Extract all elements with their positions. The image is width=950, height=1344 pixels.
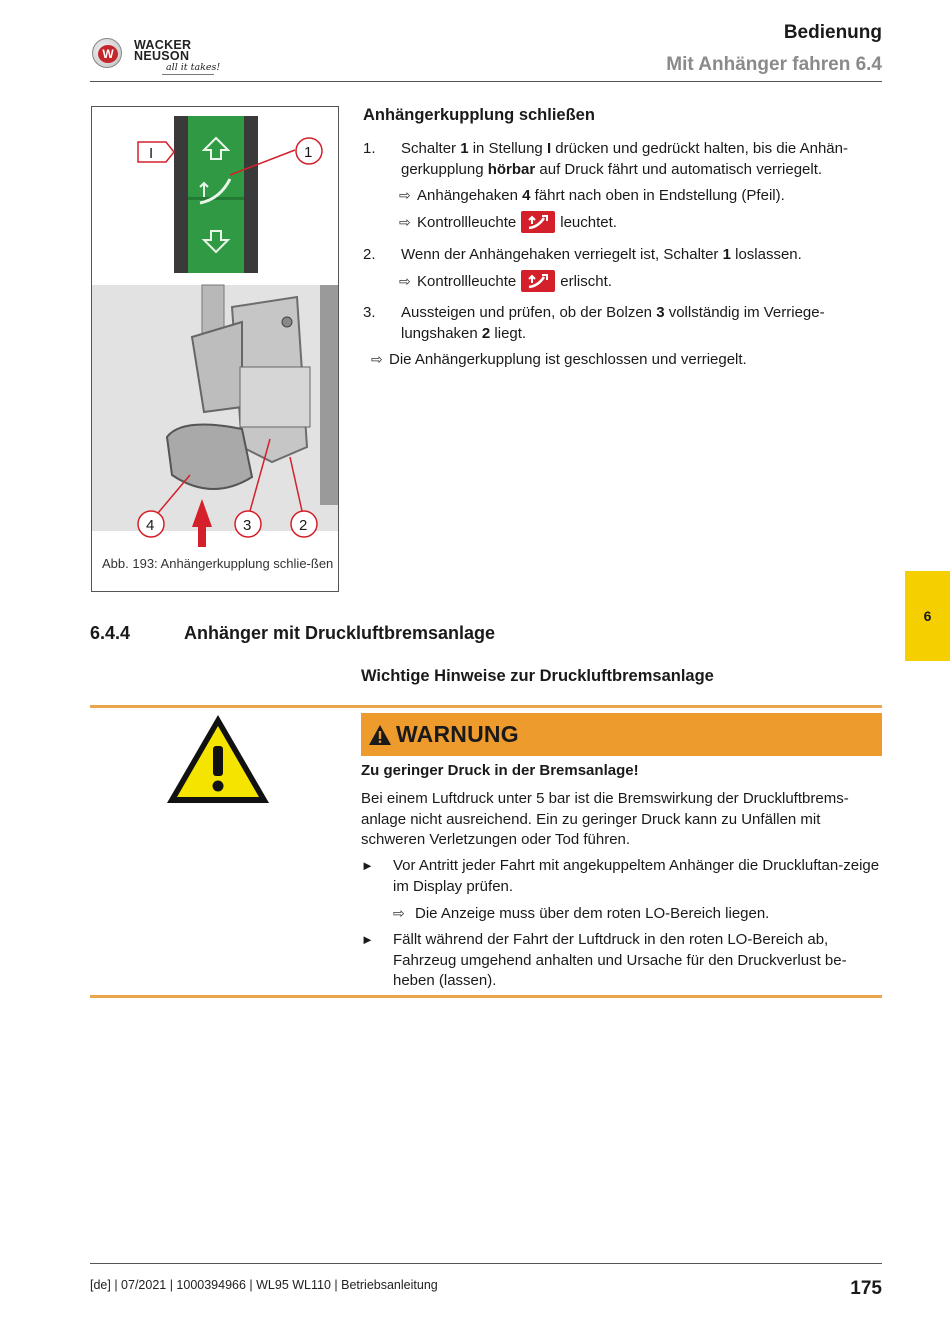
result-text-suffix: erlischt. [560, 272, 612, 290]
callout-3-label: 3 [243, 517, 252, 534]
warning-instruction-1-result [393, 903, 769, 925]
header-section-title: Bedienung [783, 22, 882, 43]
step-number: 3. [363, 304, 376, 321]
step-number: 2. [363, 246, 376, 263]
warning-bottom-rule [90, 995, 882, 998]
result-text-suffix: leuchtet. [560, 213, 617, 231]
figure-illustration [92, 107, 338, 547]
warning-small-icon [368, 724, 392, 746]
warning-triangle-icon [164, 712, 272, 806]
coupling-warning-lamp-icon [521, 211, 555, 233]
photo-hook-body [240, 367, 310, 427]
instruction-text: Vor Antritt jeder Fahrt mit angekuppeltem Anhänger die Druckluftan-zeige im Display prüfen. [393, 857, 880, 895]
callout-1-label: 1 [304, 144, 313, 161]
step-2-result-1 [399, 270, 612, 292]
footer-document-info: [de] | 07/2021 | 1000394966 | WL95 WL110 | Betriebsanleitung [90, 1278, 438, 1292]
brand-name-line2: NEUSON [134, 49, 190, 63]
brand-tagline: all it takes! [166, 62, 221, 73]
step-1-result-2 [399, 211, 617, 233]
section-title: Anhänger mit Druckluftbremsanlage [184, 623, 496, 643]
result-arrow-icon: ⇨ [399, 272, 411, 289]
red-arrow-shaft [198, 525, 206, 547]
brand-logo [92, 34, 222, 78]
footer-divider [90, 1263, 882, 1264]
instruction-bullet-icon: ► [361, 932, 374, 947]
result-arrow-icon: ⇨ [399, 213, 411, 230]
callout-position-label: I [149, 145, 154, 162]
step-text: Aussteigen und prüfen, ob der Bolzen 3 vollständig im Verriege-lungshaken 2 liegt. [401, 304, 825, 342]
warning-label: WARNUNG [396, 721, 519, 747]
brand-tagline-underline [162, 74, 214, 75]
brand-emblem [92, 38, 122, 68]
result-text: Kontrollleuchte [417, 213, 517, 231]
figure-caption: Abb. 193: Anhängerkupplung schlie-ßen [102, 556, 334, 571]
photo-coupling-mouth [167, 425, 252, 490]
callout-4-label: 4 [146, 517, 155, 534]
section-number: 6.4.4 [90, 623, 131, 643]
photo-wheel [320, 285, 338, 505]
instruction-text: Fällt während der Fahrt der Luftdruck in den roten LO-Bereich ab, Fahrzeug umgehend anhalten und Ursache für den Druckverlust be-heben (lassen). [393, 931, 847, 989]
result-arrow-icon: ⇨ [371, 351, 383, 367]
callout-position-marker [138, 142, 174, 162]
instruction-bullet-icon: ► [361, 858, 374, 873]
result-text: Anhängehaken 4 fährt nach oben in Endstellung (Pfeil). [417, 187, 785, 204]
result-arrow-icon: ⇨ [393, 905, 405, 921]
result-arrow-icon: ⇨ [399, 187, 411, 203]
page-number: 175 [850, 1278, 882, 1299]
brand-name-line1: WACKER [134, 38, 192, 52]
step-text: Schalter 1 in Stellung I drücken und gedrückt halten, bis die Anhän-gerkupplung hörbar auf Druck fährt und automatisch verriegelt. [401, 140, 848, 178]
header-subsection-title: Mit Anhänger fahren 6.4 [666, 54, 882, 75]
procedure-final-result [371, 349, 747, 370]
figure-coupling [91, 106, 339, 592]
step-number: 1. [363, 140, 376, 157]
result-text: Kontrollleuchte [417, 272, 517, 290]
step-text: Wenn der Anhängehaken verriegelt ist, Schalter 1 loslassen. [401, 246, 802, 263]
warning-headline: Zu geringer Druck in der Bremsanlage! [361, 762, 639, 779]
header-divider [90, 81, 882, 82]
warning-banner [361, 713, 882, 756]
callout-2-label: 2 [299, 517, 308, 534]
brand-emblem-letter: W [98, 45, 118, 63]
section-subtitle: Wichtige Hinweise zur Druckluftbremsanlage [361, 667, 714, 685]
result-text: Die Anzeige muss über dem roten LO-Bereich liegen. [415, 905, 770, 922]
coupling-warning-lamp-icon [521, 270, 555, 292]
chapter-tab[interactable]: 6 [905, 571, 950, 661]
warning-body: Bei einem Luftdruck unter 5 bar ist die Bremswirkung der Druckluftbrems-anlage nicht ausreichend. Ein zu geringer Druck kann zu Unfällen mit schweren Verletzungen oder Tod führen. [361, 790, 849, 848]
step-1-result-1 [399, 185, 785, 206]
photo-bolt-3 [282, 317, 292, 327]
result-text: Die Anhängerkupplung ist geschlossen und verriegelt. [389, 351, 747, 368]
warning-top-rule [90, 705, 882, 708]
procedure-title: Anhängerkupplung schließen [363, 106, 595, 124]
